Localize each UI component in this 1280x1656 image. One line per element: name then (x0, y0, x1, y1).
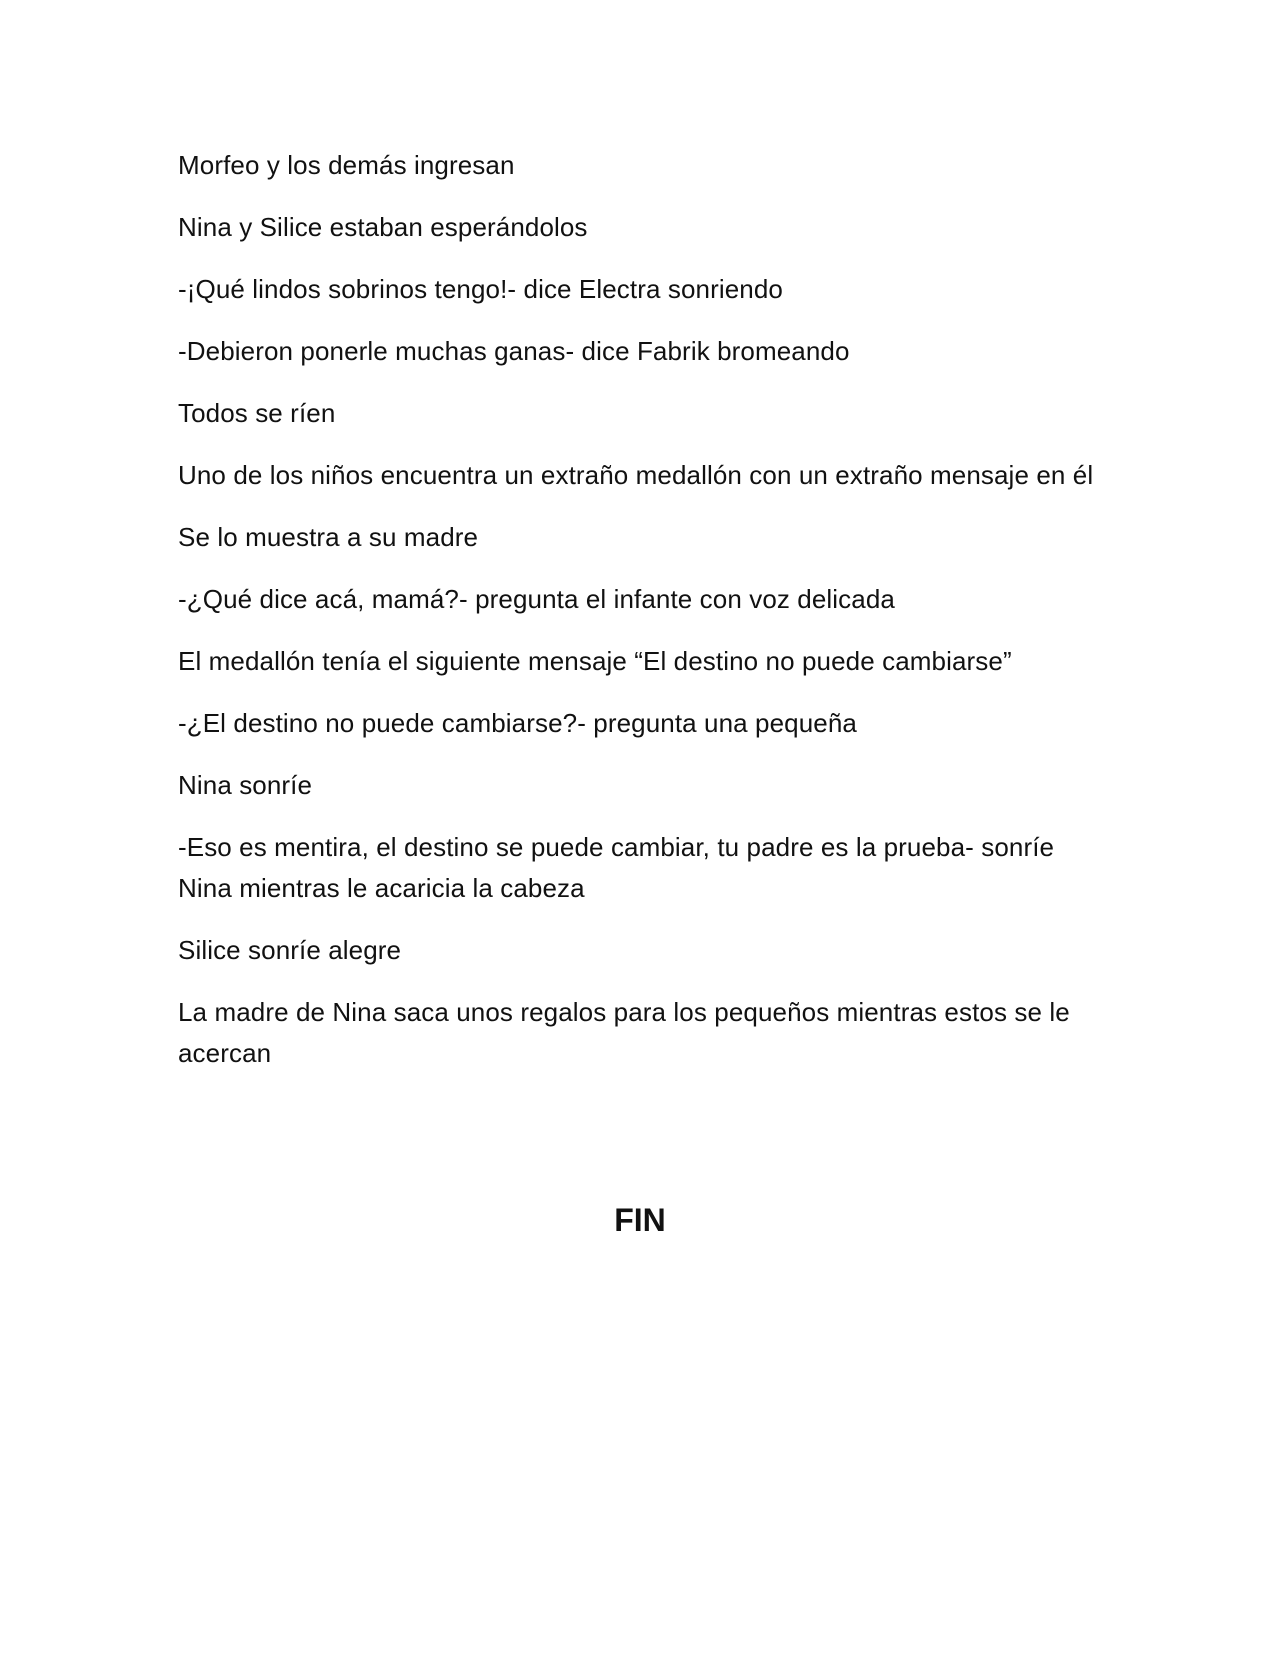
paragraph: -¡Qué lindos sobrinos tengo!- dice Electra sonriendo (178, 274, 783, 304)
paragraph: -Eso es mentira, el destino se puede cambiar, tu padre es la prueba- sonríe Nina mientras le acaricia la cabeza (178, 832, 1055, 903)
paragraph: -Debieron ponerle muchas ganas- dice Fabrik bromeando (178, 336, 850, 366)
paragraph: Uno de los niños encuentra un extraño medallón con un extraño mensaje en él (178, 460, 1094, 490)
end-title: FIN (614, 1202, 666, 1238)
paragraph: -¿El destino no puede cambiarse?- pregunta una pequeña (178, 708, 857, 738)
document-body (178, 145, 1098, 1095)
paragraph: Morfeo y los demás ingresan (178, 150, 515, 180)
paragraph: La madre de Nina saca unos regalos para los pequeños mientras estos se le acercan (178, 997, 1070, 1068)
paragraph: Se lo muestra a su madre (178, 522, 479, 552)
paragraph: El medallón tenía el siguiente mensaje “El destino no puede cambiarse” (178, 646, 1012, 676)
paragraph: Silice sonríe alegre (178, 935, 402, 965)
paragraph: Todos se ríen (178, 398, 336, 428)
paragraph: Nina y Silice estaban esperándolos (178, 212, 588, 242)
paragraph: -¿Qué dice acá, mamá?- pregunta el infante con voz delicada (178, 584, 895, 614)
paragraph: Nina sonríe (178, 770, 313, 800)
